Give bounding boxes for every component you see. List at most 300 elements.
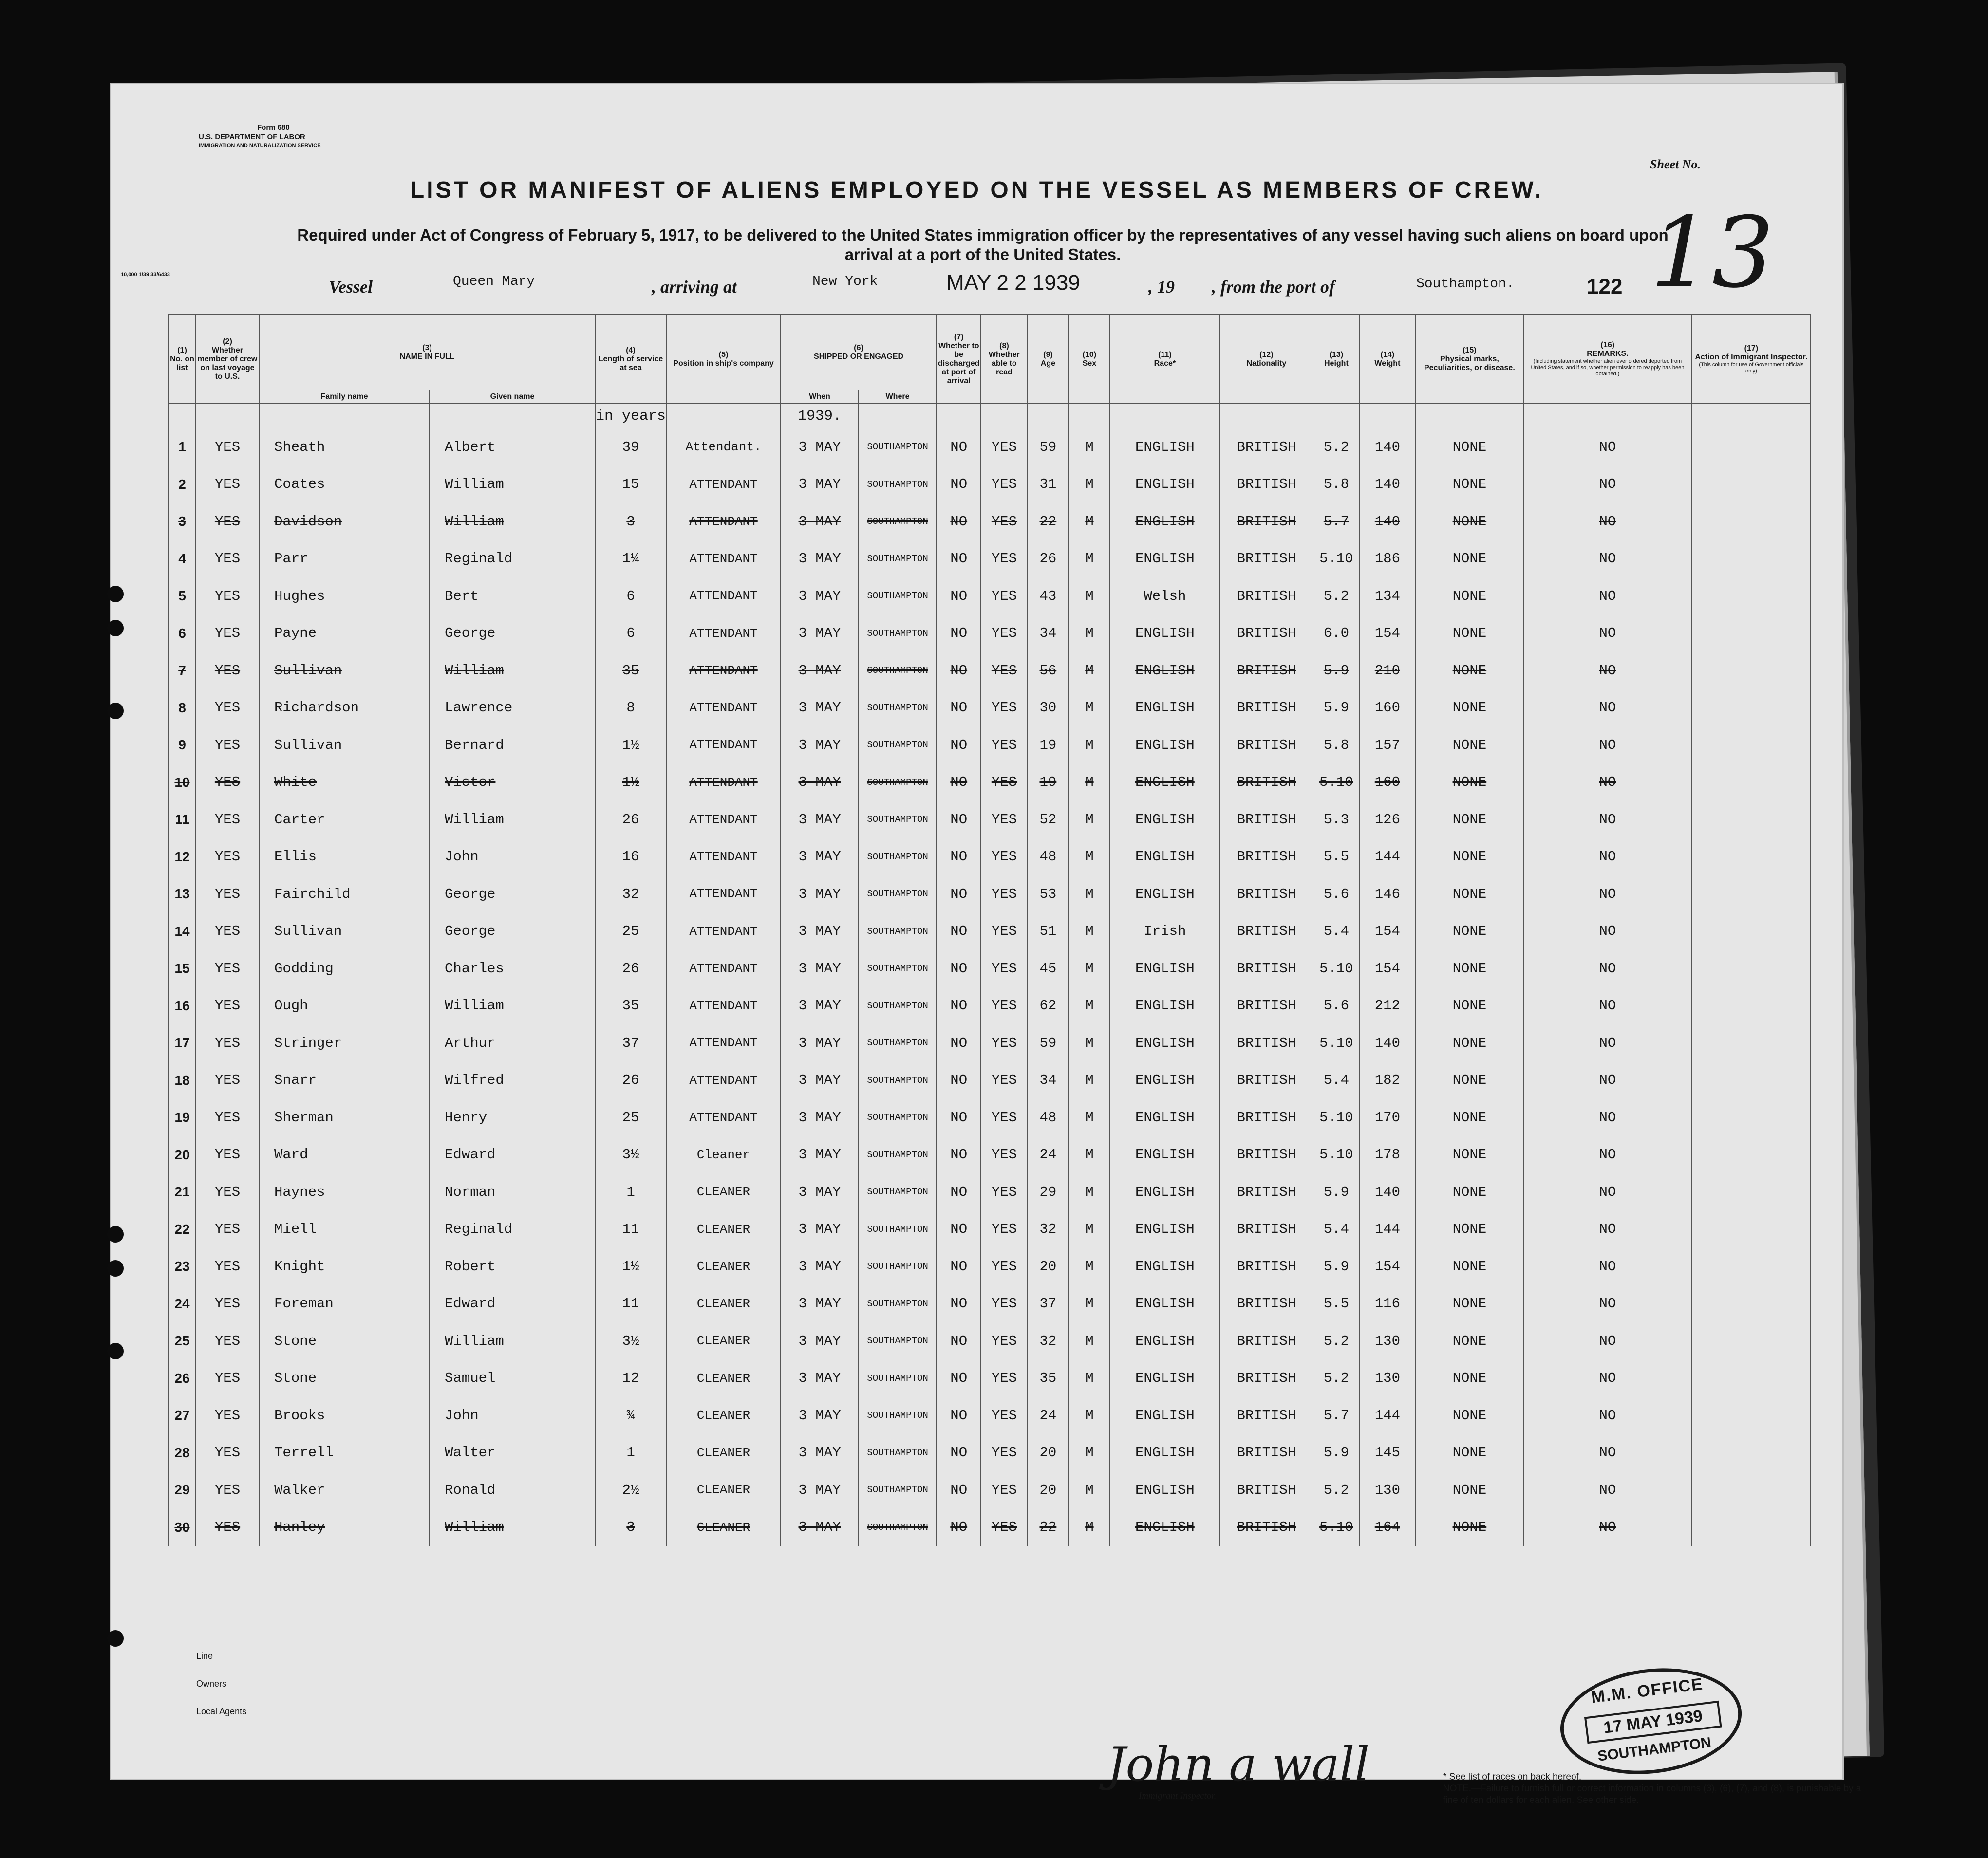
physical-marks: NONE: [1415, 577, 1523, 615]
local-agents-label: Local Agents: [196, 1707, 247, 1716]
race: ENGLISH: [1110, 1471, 1219, 1509]
weight: 130: [1359, 1360, 1415, 1397]
discharged: NO: [937, 1248, 981, 1285]
family-name: Sullivan: [259, 726, 430, 764]
sex: M: [1069, 838, 1110, 876]
inspector-action: [1691, 764, 1811, 801]
col-header-read: (8) Whether able to read: [981, 315, 1027, 404]
inspector-action: [1691, 1136, 1811, 1174]
given-name: William: [430, 987, 595, 1025]
weight: 145: [1359, 1434, 1415, 1472]
race: ENGLISH: [1110, 987, 1219, 1025]
race: ENGLISH: [1110, 1136, 1219, 1174]
prev-voyage: YES: [196, 913, 259, 950]
discharged: NO: [937, 1136, 981, 1174]
shipped-where: SOUTHAMPTON: [859, 1471, 937, 1509]
weight: 130: [1359, 1322, 1415, 1360]
age: 20: [1027, 1248, 1069, 1285]
crew-no: 26: [169, 1360, 196, 1397]
height: 5.7: [1313, 1397, 1359, 1434]
given-name: Robert: [430, 1248, 595, 1285]
nationality: BRITISH: [1219, 1099, 1313, 1136]
binder-hole: [107, 620, 124, 636]
service-years: 32: [595, 875, 666, 913]
physical-marks: NONE: [1415, 1397, 1523, 1434]
shipped-when: 3 MAY: [781, 1285, 859, 1323]
remarks: NO: [1523, 1173, 1691, 1211]
inspector-action: [1691, 1322, 1811, 1360]
shipped-when: 3 MAY: [781, 913, 859, 950]
height: 5.2: [1313, 428, 1359, 466]
discharged: NO: [937, 1024, 981, 1062]
discharged: NO: [937, 950, 981, 987]
col-header-family-name: Family name: [259, 390, 430, 404]
inspector-action: [1691, 950, 1811, 987]
able-to-read: YES: [981, 1248, 1027, 1285]
sex: M: [1069, 1248, 1110, 1285]
signature-caption: Immigrant Inspector.: [1139, 1791, 1217, 1801]
race: ENGLISH: [1110, 1024, 1219, 1062]
weight: 140: [1359, 503, 1415, 540]
inspector-action: [1691, 540, 1811, 578]
sex: M: [1069, 726, 1110, 764]
nationality: BRITISH: [1219, 1211, 1313, 1248]
age: 19: [1027, 726, 1069, 764]
shipped-where: SOUTHAMPTON: [859, 1285, 937, 1323]
height: 5.5: [1313, 838, 1359, 876]
position: ATTENDANT: [666, 503, 781, 540]
sex: M: [1069, 689, 1110, 727]
given-name: Bert: [430, 577, 595, 615]
crew-no: 6: [169, 615, 196, 652]
inspector-action: [1691, 1248, 1811, 1285]
discharged: NO: [937, 652, 981, 689]
crew-no: 20: [169, 1136, 196, 1174]
family-name: Hanley: [259, 1509, 430, 1546]
able-to-read: YES: [981, 428, 1027, 466]
prev-voyage: YES: [196, 1136, 259, 1174]
inspector-action: [1691, 428, 1811, 466]
shipped-where: SOUTHAMPTON: [859, 1248, 937, 1285]
discharged: NO: [937, 1285, 981, 1323]
nationality: BRITISH: [1219, 838, 1313, 876]
height: 5.10: [1313, 1024, 1359, 1062]
race: ENGLISH: [1110, 466, 1219, 503]
col-header-prev-voyage: (2) Whether member of crew on last voyage to U.S.: [196, 315, 259, 404]
crew-row: [169, 1062, 1811, 1099]
year-label: , 19: [1148, 277, 1175, 297]
physical-marks: NONE: [1415, 1173, 1523, 1211]
binder-hole: [107, 1260, 124, 1277]
service-years: 26: [595, 801, 666, 838]
col-header-position: (5) Position in ship's company: [666, 315, 781, 404]
sheet-number: 13: [1650, 196, 1774, 310]
physical-marks: NONE: [1415, 801, 1523, 838]
inspector-action: [1691, 875, 1811, 913]
weight: 134: [1359, 577, 1415, 615]
crew-row: [169, 950, 1811, 987]
shipped-where: SOUTHAMPTON: [859, 801, 937, 838]
age: 22: [1027, 1509, 1069, 1546]
inspector-action: [1691, 1285, 1811, 1323]
binder-hole: [107, 703, 124, 719]
service-years: 2½: [595, 1471, 666, 1509]
prev-voyage: YES: [196, 1471, 259, 1509]
remarks: NO: [1523, 466, 1691, 503]
given-name: John: [430, 838, 595, 876]
sex: M: [1069, 801, 1110, 838]
position: Attendant.: [666, 428, 781, 466]
family-name: Sullivan: [259, 652, 430, 689]
service-years: 1½: [595, 726, 666, 764]
nationality: BRITISH: [1219, 503, 1313, 540]
family-name: Godding: [259, 950, 430, 987]
height: 5.7: [1313, 503, 1359, 540]
crew-no: 21: [169, 1173, 196, 1211]
shipped-when: 3 MAY: [781, 1360, 859, 1397]
shipped-when: 3 MAY: [781, 1322, 859, 1360]
height: 5.2: [1313, 1471, 1359, 1509]
race: ENGLISH: [1110, 726, 1219, 764]
able-to-read: YES: [981, 1397, 1027, 1434]
remarks: NO: [1523, 689, 1691, 727]
age: 59: [1027, 428, 1069, 466]
remarks: NO: [1523, 615, 1691, 652]
remarks: NO: [1523, 764, 1691, 801]
able-to-read: YES: [981, 540, 1027, 578]
able-to-read: YES: [981, 577, 1027, 615]
inspector-action: [1691, 801, 1811, 838]
remarks: NO: [1523, 801, 1691, 838]
position: Cleaner: [666, 1136, 781, 1174]
race: Irish: [1110, 913, 1219, 950]
sex: M: [1069, 1211, 1110, 1248]
position: ATTENDANT: [666, 577, 781, 615]
given-name: William: [430, 1322, 595, 1360]
crew-row: [169, 801, 1811, 838]
discharged: NO: [937, 801, 981, 838]
able-to-read: YES: [981, 466, 1027, 503]
shipped-where: SOUTHAMPTON: [859, 1322, 937, 1360]
when-year: 1939.: [781, 404, 859, 428]
prev-voyage: YES: [196, 1322, 259, 1360]
service-years: 3: [595, 1509, 666, 1546]
weight: 160: [1359, 764, 1415, 801]
prev-voyage: YES: [196, 764, 259, 801]
prev-voyage: YES: [196, 1360, 259, 1397]
shipped-when: 3 MAY: [781, 726, 859, 764]
position: ATTENDANT: [666, 652, 781, 689]
race: ENGLISH: [1110, 1173, 1219, 1211]
col-header-name: (3) NAME IN FULL: [259, 315, 595, 390]
crew-row: [169, 875, 1811, 913]
position: ATTENDANT: [666, 466, 781, 503]
position: CLEANER: [666, 1360, 781, 1397]
crew-no: 15: [169, 950, 196, 987]
shipped-where: SOUTHAMPTON: [859, 913, 937, 950]
physical-marks: NONE: [1415, 1024, 1523, 1062]
physical-marks: NONE: [1415, 1062, 1523, 1099]
service-years: 35: [595, 987, 666, 1025]
print-code: 10,000 1/39 33/6433: [121, 272, 170, 278]
crew-row: [169, 1360, 1811, 1397]
sex: M: [1069, 503, 1110, 540]
vessel-name: Queen Mary: [453, 274, 535, 289]
position: ATTENDANT: [666, 1024, 781, 1062]
sex: M: [1069, 1397, 1110, 1434]
given-name: Bernard: [430, 726, 595, 764]
position: ATTENDANT: [666, 875, 781, 913]
crew-row: [169, 1471, 1811, 1509]
crew-no: 30: [169, 1509, 196, 1546]
remarks: NO: [1523, 950, 1691, 987]
shipped-when: 3 MAY: [781, 1136, 859, 1174]
physical-marks: NONE: [1415, 1211, 1523, 1248]
height: 5.10: [1313, 1136, 1359, 1174]
able-to-read: YES: [981, 1360, 1027, 1397]
height: 5.8: [1313, 726, 1359, 764]
family-name: Davidson: [259, 503, 430, 540]
footer-notes: [1443, 1771, 1862, 1806]
sex: M: [1069, 1173, 1110, 1211]
race: ENGLISH: [1110, 838, 1219, 876]
remarks: NO: [1523, 875, 1691, 913]
office-stamp-bottom: SOUTHAMPTON: [1596, 1734, 1712, 1765]
shipped-where: SOUTHAMPTON: [859, 726, 937, 764]
height: 5.10: [1313, 950, 1359, 987]
voyage-line: [121, 271, 1777, 306]
prev-voyage: YES: [196, 1434, 259, 1472]
nationality: BRITISH: [1219, 577, 1313, 615]
weight: 154: [1359, 1248, 1415, 1285]
position: CLEANER: [666, 1248, 781, 1285]
nationality: BRITISH: [1219, 1322, 1313, 1360]
height: 5.5: [1313, 1285, 1359, 1323]
physical-marks: NONE: [1415, 466, 1523, 503]
crew-row: [169, 1322, 1811, 1360]
remarks: NO: [1523, 652, 1691, 689]
service-years: 6: [595, 615, 666, 652]
weight: 160: [1359, 689, 1415, 727]
shipped-when: 3 MAY: [781, 1397, 859, 1434]
discharged: NO: [937, 1062, 981, 1099]
crew-row: [169, 764, 1811, 801]
family-name: Stone: [259, 1360, 430, 1397]
discharged: NO: [937, 1322, 981, 1360]
age: 34: [1027, 615, 1069, 652]
position: ATTENDANT: [666, 987, 781, 1025]
crew-row: [169, 428, 1811, 466]
nationality: BRITISH: [1219, 726, 1313, 764]
prev-voyage: YES: [196, 1397, 259, 1434]
age: 30: [1027, 689, 1069, 727]
age: 37: [1027, 1285, 1069, 1323]
age: 59: [1027, 1024, 1069, 1062]
office-stamp: [1554, 1658, 1747, 1784]
height: 5.4: [1313, 1062, 1359, 1099]
age: 34: [1027, 1062, 1069, 1099]
race: ENGLISH: [1110, 801, 1219, 838]
position: CLEANER: [666, 1509, 781, 1546]
sex: M: [1069, 1136, 1110, 1174]
service-years: 16: [595, 838, 666, 876]
height: 5.9: [1313, 1173, 1359, 1211]
height: 5.8: [1313, 466, 1359, 503]
shipped-when: 3 MAY: [781, 577, 859, 615]
service-years: 1½: [595, 764, 666, 801]
shipped-where: SOUTHAMPTON: [859, 875, 937, 913]
col-header-service: (4) Length of service at sea: [595, 315, 666, 404]
col-header-inspector-action: (17) Action of Immigrant Inspector. (This column for use of Government officials only): [1691, 315, 1811, 404]
service-years: 25: [595, 913, 666, 950]
inspector-action: [1691, 1173, 1811, 1211]
physical-marks: NONE: [1415, 1360, 1523, 1397]
departure-port: Southampton.: [1416, 277, 1515, 292]
shipped-when: 3 MAY: [781, 466, 859, 503]
from-port-label: , from the port of: [1212, 277, 1335, 297]
height: 5.4: [1313, 913, 1359, 950]
height: 5.3: [1313, 801, 1359, 838]
age: 52: [1027, 801, 1069, 838]
given-name: John: [430, 1397, 595, 1434]
position: ATTENDANT: [666, 950, 781, 987]
weight: 178: [1359, 1136, 1415, 1174]
race: ENGLISH: [1110, 428, 1219, 466]
given-name: George: [430, 875, 595, 913]
weight: 144: [1359, 1397, 1415, 1434]
crew-row: [169, 466, 1811, 503]
nationality: BRITISH: [1219, 1136, 1313, 1174]
remarks: NO: [1523, 503, 1691, 540]
inspector-action: [1691, 913, 1811, 950]
shipped-where: SOUTHAMPTON: [859, 428, 937, 466]
age: 22: [1027, 503, 1069, 540]
weight: 140: [1359, 1024, 1415, 1062]
units-row: [169, 404, 1811, 428]
crew-no: 18: [169, 1062, 196, 1099]
crew-row: [169, 1285, 1811, 1323]
shipped-when: 3 MAY: [781, 838, 859, 876]
crew-no: 23: [169, 1248, 196, 1285]
discharged: NO: [937, 1434, 981, 1472]
physical-marks: NONE: [1415, 428, 1523, 466]
family-name: Sheath: [259, 428, 430, 466]
inspector-action: [1691, 1397, 1811, 1434]
position: ATTENDANT: [666, 1099, 781, 1136]
able-to-read: YES: [981, 764, 1027, 801]
able-to-read: YES: [981, 1024, 1027, 1062]
shipped-when: 3 MAY: [781, 503, 859, 540]
age: 35: [1027, 1360, 1069, 1397]
discharged: NO: [937, 615, 981, 652]
family-name: Sullivan: [259, 913, 430, 950]
position: CLEANER: [666, 1434, 781, 1472]
remarks: NO: [1523, 987, 1691, 1025]
prev-voyage: YES: [196, 950, 259, 987]
form-department: U.S. DEPARTMENT OF LABOR: [199, 133, 305, 141]
shipped-when: 3 MAY: [781, 801, 859, 838]
remarks: NO: [1523, 1285, 1691, 1323]
nationality: BRITISH: [1219, 689, 1313, 727]
shipped-when: 3 MAY: [781, 1062, 859, 1099]
prev-voyage: YES: [196, 1173, 259, 1211]
weight: 212: [1359, 987, 1415, 1025]
physical-marks: NONE: [1415, 652, 1523, 689]
crew-no: 4: [169, 540, 196, 578]
race: ENGLISH: [1110, 1211, 1219, 1248]
remarks: NO: [1523, 1136, 1691, 1174]
sex: M: [1069, 764, 1110, 801]
service-years: 37: [595, 1024, 666, 1062]
family-name: Walker: [259, 1471, 430, 1509]
shipped-where: SOUTHAMPTON: [859, 1360, 937, 1397]
discharged: NO: [937, 838, 981, 876]
shipped-where: SOUTHAMPTON: [859, 987, 937, 1025]
discharged: NO: [937, 689, 981, 727]
shipped-when: 3 MAY: [781, 1434, 859, 1472]
physical-marks: NONE: [1415, 875, 1523, 913]
remarks: NO: [1523, 1062, 1691, 1099]
physical-marks: NONE: [1415, 1434, 1523, 1472]
nationality: BRITISH: [1219, 1509, 1313, 1546]
binder-hole: [107, 1343, 124, 1359]
family-name: Fairchild: [259, 875, 430, 913]
discharged: NO: [937, 875, 981, 913]
document-subtitle: Required under Act of Congress of February 5, 1917, to be delivered to the United States immigration officer by the representatives of any vessel having such aliens on board upon arrival at a port of the United States.: [297, 226, 1669, 263]
form-number: Form 680: [257, 123, 290, 131]
crew-no: 5: [169, 577, 196, 615]
height: 5.2: [1313, 577, 1359, 615]
given-name: William: [430, 1509, 595, 1546]
shipped-where: SOUTHAMPTON: [859, 1509, 937, 1546]
shipped-where: SOUTHAMPTON: [859, 503, 937, 540]
shipped-where: SOUTHAMPTON: [859, 1099, 937, 1136]
position: CLEANER: [666, 1173, 781, 1211]
service-years: 3½: [595, 1136, 666, 1174]
height: 5.6: [1313, 875, 1359, 913]
inspector-action: [1691, 1062, 1811, 1099]
inspector-signature: John a wall: [1107, 1737, 1370, 1792]
prev-voyage: YES: [196, 1024, 259, 1062]
remarks: NO: [1523, 428, 1691, 466]
sex: M: [1069, 913, 1110, 950]
service-years: 11: [595, 1211, 666, 1248]
given-name: Reginald: [430, 1211, 595, 1248]
crew-row: [169, 577, 1811, 615]
physical-marks: NONE: [1415, 689, 1523, 727]
age: 32: [1027, 1211, 1069, 1248]
shipped-when: 3 MAY: [781, 875, 859, 913]
office-stamp-top: M.M. OFFICE: [1590, 1674, 1705, 1707]
position: ATTENDANT: [666, 689, 781, 727]
crew-no: 3: [169, 503, 196, 540]
sex: M: [1069, 875, 1110, 913]
shipped-when: 3 MAY: [781, 615, 859, 652]
race: ENGLISH: [1110, 689, 1219, 727]
height: 6.0: [1313, 615, 1359, 652]
family-name: Hughes: [259, 577, 430, 615]
nationality: BRITISH: [1219, 466, 1313, 503]
remarks: NO: [1523, 913, 1691, 950]
family-name: Sherman: [259, 1099, 430, 1136]
prev-voyage: YES: [196, 838, 259, 876]
age: 48: [1027, 1099, 1069, 1136]
service-years: 6: [595, 577, 666, 615]
position: ATTENDANT: [666, 913, 781, 950]
binder-hole: [107, 586, 124, 602]
col-header-remarks: (16) REMARKS. (Including statement whether alien ever ordered deported from United States, and if so, whether permission to reapply has been obtained.): [1523, 315, 1691, 404]
crew-row: [169, 689, 1811, 727]
